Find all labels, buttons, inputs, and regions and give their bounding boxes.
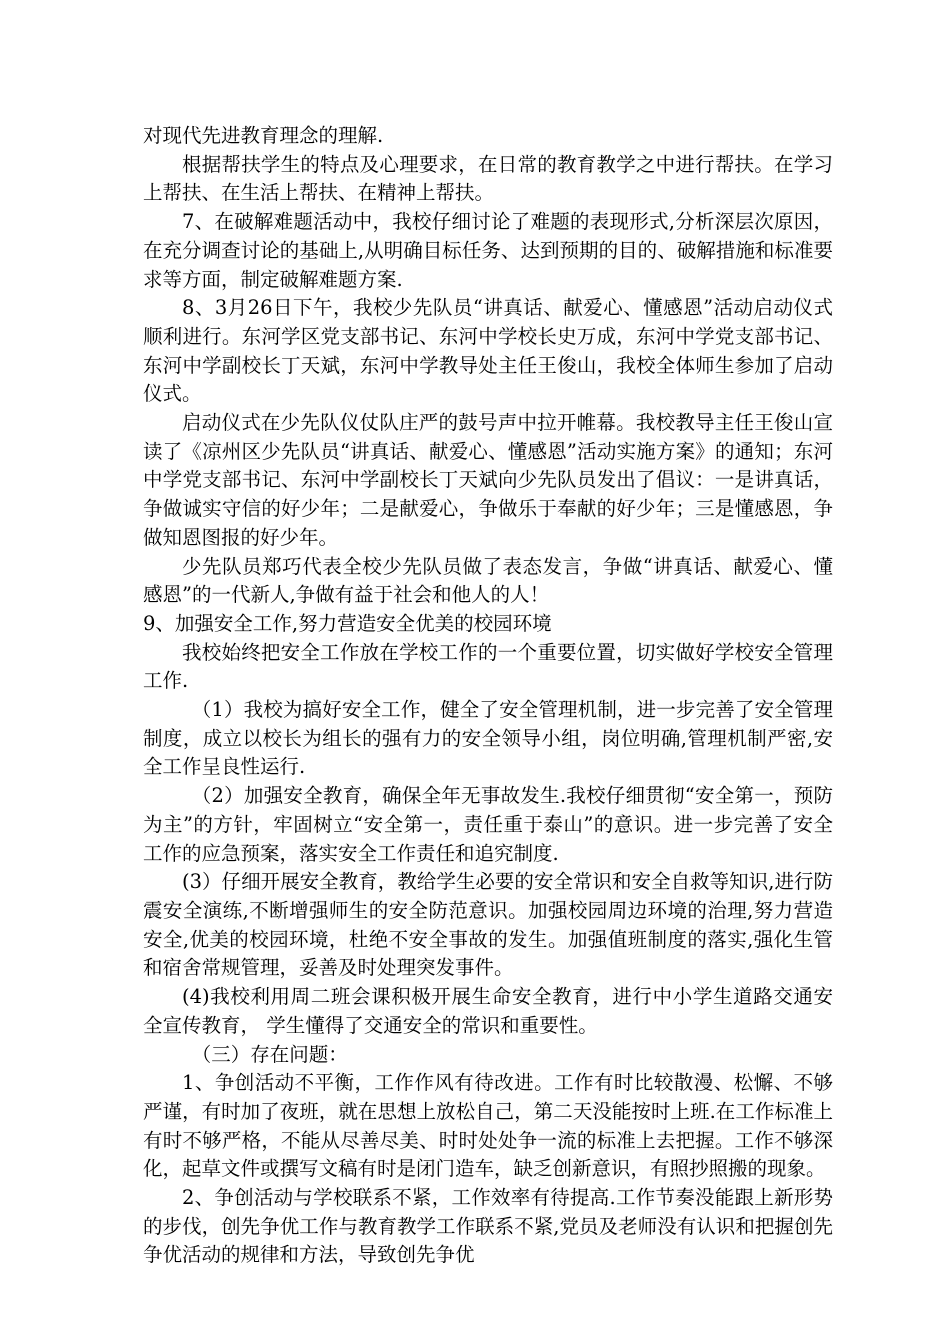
- paragraph-9: （1）我校为搞好安全工作，健全了安全管理机制，进一步完善了安全管理制度，成立以校长为组长的强有力的安全领导小组，岗位明确,管理机制严密,安全工作呈良性运行.: [143, 698, 833, 779]
- paragraph-6: 少先队员郑巧代表全校少先队员做了表态发言，争做“讲真话、献爱心、懂感恩”的一代新人,争做有益于社会和他人的人！: [143, 554, 833, 607]
- document-body: [143, 122, 833, 1270]
- paragraph-5: 启动仪式在少先队仪仗队庄严的鼓号声中拉开帷幕。我校教导主任王俊山宣读了《凉州区少先队员“讲真话、献爱心、懂感恩”活动实施方案》的通知；东河中学党支部书记、东河中学副校长丁天斌向少先队员发出了倡议：一是讲真话，争做诚实守信的好少年；二是献爱心，争做乐于奉献的好少年；三是懂感恩，争做知恩图报的好少年。: [143, 411, 833, 549]
- paragraph-2: 根据帮扶学生的特点及心理要求，在日常的教育教学之中进行帮扶。在学习上帮扶、在生活上帮扶、在精神上帮扶。: [143, 152, 833, 205]
- paragraph-1: 对现代先进教育理念的理解.: [143, 124, 384, 147]
- paragraph-15: 2、争创活动与学校联系不紧，工作效率有待提高.工作节奏没能跟上新形势的步伐，创先争优工作与教育教学工作联系不紧,党员及老师没有认识和把握创先争优活动的规律和方法，导致创先争优: [143, 1186, 833, 1267]
- paragraph-8: 我校始终把安全工作放在学校工作的一个重要位置，切实做好学校安全管理工作.: [143, 640, 833, 693]
- section-heading-9: 9、加强安全工作,努力营造安全优美的校园环境: [143, 611, 552, 635]
- paragraph-14: 1、争创活动不平衡，工作作风有待改进。工作有时比较散漫、松懈、不够严谨，有时加了夜班，就在思想上放松自己，第二天没能按时上班.在工作标准上有时不够严格，不能从尽善尽美、时时处处争一流的标准上去把握。工作不够深化，起草文件或撰写文稿有时是闭门造车，缺乏创新意识，有照抄照搬的现象。: [143, 1071, 833, 1181]
- section-heading-problems: （三）存在问题：: [191, 1042, 348, 1066]
- paragraph-12: (4)我校利用周二班会课积极开展生命安全教育，进行中小学生道路交通安全宣传教育， 学生懂得了交通安全的常识和重要性。: [143, 985, 833, 1037]
- paragraph-11: (3）仔细开展安全教育，教给学生必要的安全常识和安全自救等知识,进行防震安全演练,不断增强师生的安全防范意识。加强校园周边环境的治理,努力营造安全,优美的校园环境，杜绝不安全事故的发生。加强值班制度的落实,强化生管和宿舍常规管理，妥善及时处理突发事件。: [143, 870, 833, 980]
- paragraph-3: 7、在破解难题活动中，我校仔细讨论了难题的表现形式,分析深层次原因，在充分调查讨论的基础上,从明确目标任务、达到预期的目的、破解措施和标准要求等方面，制定破解难题方案.: [143, 210, 833, 291]
- paragraph-4: 8、3月26日下午，我校少先队员“讲真话、献爱心、懂感恩”活动启动仪式顺利进行。东河学区党支部书记、东河中学校长史万成，东河中学党支部书记、东河中学副校长丁天斌，东河中学教导处主任王俊山，我校全体师生参加了启动仪式。: [143, 296, 833, 406]
- paragraph-10: （2）加强安全教育，确保全年无事故发生.我校仔细贯彻“安全第一，预防为主”的方针，牢固树立“安全第一，责任重于泰山”的意识。进一步完善了安全工作的应急预案，落实安全工作责任和追究制度.: [143, 784, 833, 865]
